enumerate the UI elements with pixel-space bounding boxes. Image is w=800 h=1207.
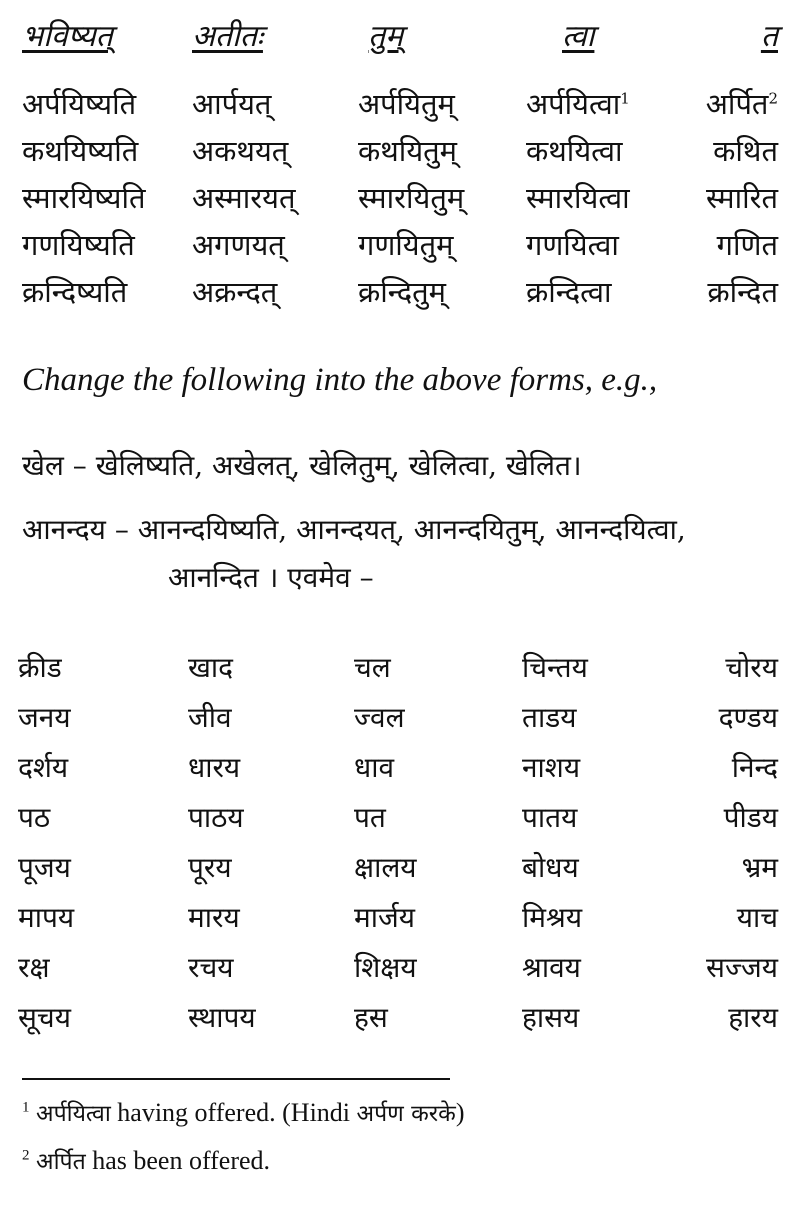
word-row: [18, 848, 778, 892]
form-future: गणयिष्यति: [22, 228, 135, 262]
word-item: ताडय: [522, 701, 577, 734]
word-item: निन्द: [731, 751, 778, 784]
word-item: हासय: [522, 1001, 580, 1034]
form-gerund-text: अर्पयित्वा: [526, 87, 621, 121]
word-item: चोरय: [725, 651, 778, 684]
header-participle: त: [760, 19, 778, 54]
form-gerund: कथयित्वा: [526, 134, 623, 168]
form-gerund: क्रन्दित्वा: [526, 275, 612, 309]
exercise-instruction: Change the following into the above forms, e.g.,: [22, 362, 658, 398]
form-gerund: गणयित्वा: [526, 228, 619, 262]
form-future: कथयिष्यति: [22, 134, 139, 168]
word-item: स्थापय: [188, 1001, 256, 1034]
conjugation-row: [22, 225, 778, 271]
word-item: जीव: [188, 701, 232, 734]
word-item: धारय: [188, 751, 241, 784]
form-participle: क्रन्दित: [707, 275, 778, 309]
form-participle-text: अर्पित: [705, 87, 769, 121]
word-item: भ्रम: [741, 851, 778, 884]
form-infinitive: अर्पयितुम्: [358, 87, 455, 121]
footnote-number: 2: [22, 1147, 30, 1164]
word-item: शिक्षय: [354, 951, 417, 984]
footnote-english: has been offered.: [85, 1146, 271, 1175]
conjugation-row: [22, 178, 778, 224]
word-item: हारय: [728, 1001, 778, 1034]
word-item: पातय: [522, 801, 578, 834]
conjugation-row: [22, 272, 778, 318]
form-future: स्मारयिष्यति: [22, 181, 146, 215]
word-item: मिश्रय: [522, 901, 583, 934]
word-item: पत: [354, 801, 386, 834]
word-item: क्रीड: [18, 651, 62, 684]
word-item: हस: [354, 1001, 388, 1034]
word-item: ज्वल: [354, 701, 405, 734]
word-row: [18, 998, 778, 1042]
word-row: [18, 898, 778, 942]
word-item: खाद: [188, 651, 234, 684]
word-item: नाशय: [522, 751, 581, 784]
form-past: अक्रन्दत्: [192, 275, 278, 309]
word-row: [18, 948, 778, 992]
word-item: पठ: [18, 801, 51, 834]
word-item: पीडय: [723, 801, 778, 834]
word-item: सूचय: [18, 1001, 71, 1034]
word-item: क्षालय: [354, 851, 417, 884]
example-line: खेल – खेलिष्यति, अखेलत्, खेलितुम्, खेलित्वा, खेलित।: [22, 449, 582, 482]
form-gerund: [526, 84, 630, 123]
word-item: रचय: [188, 951, 234, 984]
form-infinitive: क्रन्दितुम्: [358, 275, 447, 309]
footnote-mark-2: 2: [768, 89, 778, 108]
example-line: आनन्दय – आनन्दयिष्यति, आनन्दयत्, आनन्दयितुम्, आनन्दयित्वा,: [22, 513, 686, 546]
footnote: [22, 1144, 270, 1176]
word-item: पूरय: [188, 851, 232, 884]
form-infinitive: स्मारयितुम्: [358, 181, 465, 215]
word-item: मारय: [188, 901, 240, 934]
form-participle: स्मारित: [705, 181, 778, 215]
form-participle: गणित: [716, 228, 778, 262]
header-gerund: त्वा: [562, 19, 595, 54]
word-row: [18, 698, 778, 742]
column-headers: [22, 14, 778, 62]
word-item: चिन्तय: [522, 651, 588, 684]
word-item: पाठय: [188, 801, 244, 834]
word-item: धाव: [354, 751, 395, 784]
footnote-english: having offered. (Hindi: [110, 1098, 357, 1127]
footnote-divider: [22, 1078, 450, 1080]
form-participle: कथित: [713, 134, 778, 168]
word-item: पूजय: [18, 851, 71, 884]
example-line: आनन्दित । एवमेव –: [168, 561, 374, 594]
word-row: [18, 648, 778, 692]
form-participle: [706, 84, 778, 123]
word-row: [18, 798, 778, 842]
footnote-english: ): [455, 1098, 465, 1127]
word-item: मापय: [18, 901, 75, 934]
header-past: अतीतः: [192, 19, 263, 54]
word-item: मार्जय: [354, 901, 416, 934]
word-item: सज्जय: [706, 951, 778, 984]
form-future: क्रन्दिष्यति: [22, 275, 128, 309]
header-infinitive: तुम्: [368, 19, 404, 54]
header-future: भविष्यत्: [22, 19, 113, 54]
word-item: जनय: [18, 701, 71, 734]
form-past: अस्मारयत्: [192, 181, 296, 215]
word-item: चल: [354, 651, 391, 684]
form-future: अर्पयिष्यति: [22, 87, 137, 121]
word-row: [18, 748, 778, 792]
word-item: याच: [736, 901, 778, 934]
footnote-devanagari: अर्पण करके: [356, 1101, 456, 1127]
word-item: दर्शय: [18, 751, 69, 784]
conjugation-row: [22, 131, 778, 177]
word-item: बोधय: [522, 851, 579, 884]
form-past: आर्पयत्: [192, 87, 272, 121]
form-infinitive: कथयितुम्: [358, 134, 458, 168]
form-infinitive: गणयितुम्: [358, 228, 454, 262]
form-gerund: स्मारयित्वा: [526, 181, 630, 215]
footnote-devanagari: अर्पयित्वा: [36, 1101, 111, 1127]
form-past: अगणयत्: [192, 228, 285, 262]
word-item: दण्डय: [718, 701, 778, 734]
word-item: रक्ष: [18, 951, 50, 984]
footnote-number: 1: [22, 1099, 30, 1116]
footnote-devanagari: अर्पित: [36, 1149, 86, 1175]
footnote: [22, 1096, 465, 1128]
word-item: श्रावय: [522, 951, 581, 984]
form-past: अकथयत्: [192, 134, 289, 168]
footnote-mark-1: 1: [620, 89, 630, 108]
conjugation-row: [22, 84, 778, 130]
